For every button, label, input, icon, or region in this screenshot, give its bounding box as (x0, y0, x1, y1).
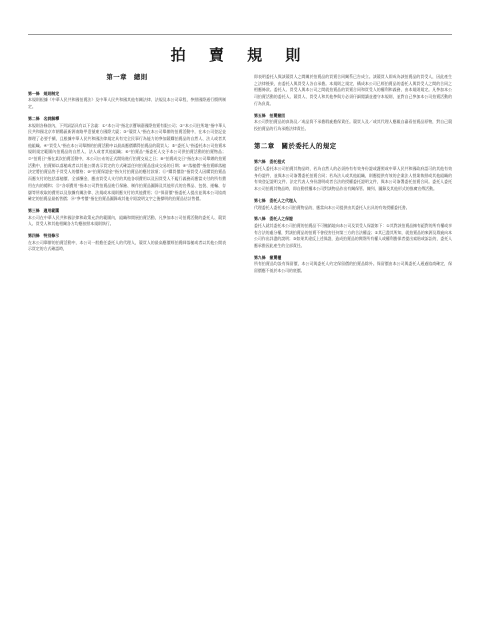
article-body: 在本公司舉辦的拍賣活動中，本公司一般擔任委托人的代理人，競買人的最高應價經拍賣師落槌或者以其他公開表示買定的方式確認時， (28, 239, 226, 252)
article-body: 所有拍賣品均設有保留價，本公司與委托人約定保留價的拍賣品除外。保留價由本公司與委托人通過協商確定，保留價應不低於本公司的底價。 (254, 261, 452, 274)
page-title: 拍 賣 規 則 (170, 46, 310, 64)
continued-paragraph: 即表明委托人與該競買人之間關於拍賣品的買賣合同關系已告成立。該競買人即成為該拍賣品的買受人，因此產生之法律後果，由委托人與買受人各自承擔。本規則之規定，構成本公司已經拍賣品的委托人與買受人之間的合同之相應條款。委托人、買受人與本公司之間就拍賣品的買賣合同和買受人的權利和義務，由本規則規定。凡參加本公司拍賣活動的委托人、競買人、買受人和其他參與方必須仔細閱讀並遵守本規則，並對自己參加本公司拍賣活動的行為負責。 (254, 74, 452, 106)
article-body: 本公司對拍賣品的真偽及／或品質不承擔瑕疵擔保責任。競買人及／或其代理人應親自審看拍賣品原物，對自己競投拍賣品的行為承擔法律責任。 (254, 119, 452, 131)
article-heading: 第六條 委托程式 (254, 159, 286, 165)
article-heading: 第七條 委托人之代理人 (254, 197, 297, 203)
article-body: 委托人委托本公司拍賣其物品時，若為自然人的必須持有有效身份證或護照或中華人民共和國政府認可的其他有效身份證件，並與本公司簽署委托拍賣合同；若為法人或其他組織，則應提供有效的企業法人營業執照或其他組織的有效登記證明文件、法定代表人身份證明或者合法的授權委托證明文件，與本公司簽署委托拍賣合同。委托人委托本公司拍賣其物品時，即自動授權本公司對該物品作出有關保管、陳列、圖錄及其他形式的推廣宣傳活動。 (254, 166, 452, 192)
article-body: 委托人就其委托本公司拍賣的拍賣品不可撤銷地向本公司及買受人保證如下：①其對該拍賣品擁有絕對的所有權或享有合法的處分權，對該拍賣品的拍賣不會侵害任何第三方的合法權益；②其已盡其所知，就拍賣品的來源及瑕疵向本公司作出詳盡的說明；③如果其違反上述保證，造成拍賣品的實際所有權人或權利擔保者提出索賠或訴訟的，委托人應承擔因此產生的全部責任。 (254, 222, 453, 249)
article (28, 233, 226, 253)
article-heading: 第五條 拍賣撤回 (254, 112, 286, 118)
article-body: 本規則根據《中華人民共和國拍賣法》及中華人民共和國其他有關法律、法規及本公司章程，參照國際通行慣例制定。 (28, 97, 226, 110)
article-body: 本公司在中華人民共和國法律和政策允許的範圍內，組織和開展拍賣活動，凡參加本公司拍賣活動的委托人、競買人、買受人和其他相關各方均應按照本規則執行。 (28, 214, 226, 227)
article (254, 159, 452, 193)
left-column (28, 74, 226, 253)
chapter-heading-1: 第一章 總則 (106, 73, 148, 81)
article-heading: 第八條 委托人之保證 (254, 216, 293, 222)
article (254, 255, 452, 275)
article (254, 113, 452, 133)
article-heading: 第三條 適用範圍 (28, 207, 60, 213)
article-body: 本規則各條款內，下列詞語具有以下含義：①“本公司”指北京寶瑞嘉國際拍賣有限公司；②“本公司住所地”指中華人民共和國北京市朝陽區新源南路甲壹號東方國際大廈；③“競買人”指在本公司舉辦的拍賣活動中，在本公司登記並辦理了必要手續，且根據中華人民共和國法律規定具有完全民事行為能力的參加競購拍賣品的自然人、法人或者其他組織。④“買受人”指在本公司舉辦的拍賣活動中以最高應價購得拍賣品的競買人；⑤“委托人”指委托本公司拍賣本規則規定範圍內拍賣品的自然人、法人或者其他組織；⑥“拍賣品”指委托人交予本公司供拍賣活動的拍賣物品；⑦“拍賣日”指在某次拍賣活動中，本公司公布的正式開始進行拍賣交易之日；⑧“拍賣成交日”指在本公司舉辦的拍賣活動中，拍賣師以落槌或者以其他公開表示買定的方式確認任何拍賣品達成交易的日期；⑨“落槌價”指拍賣師落槌決定將拍賣品售予買受人的價格；⑩“拍賣保證金”指支付拍賣品的應付款項；⑪“購買價款”指買受人因購買拍賣品而應支付的包括落槌價、全部酬金，應由買受人支付的其他各項費用以及因買受人不履行義務而應當支付的所有費用在內的總和；⑫“各項費用”指本公司對拍賣品進行保險、制作拍賣品圖錄及其他形式的宣傳品、包裝、運輸、存儲等所收取的費用以及依據有關法律、法規或本規則應支付的其他費用；⑬“保留價”指委托人提出並與本公司協商確定的拍賣品最低售價；⑭“參考價”指在拍賣品圖錄或其他介紹說明文字之後標明的拍賣品估計售價。 (28, 122, 226, 202)
article (254, 216, 452, 250)
chapter-heading-2: 第二章 關於委托人的規定 (254, 141, 337, 150)
article (28, 91, 226, 111)
right-column (254, 74, 452, 275)
article-heading: 第九條 撤賣權 (254, 254, 282, 260)
article (254, 198, 452, 211)
article-heading: 第一條 規則制定 (28, 90, 60, 96)
article (28, 208, 226, 228)
article-heading: 第二條 名詞解釋 (28, 115, 60, 121)
article-heading: 第四條 特別條示 (28, 233, 60, 239)
article-body: 代理委托人委托本公司拍賣物品的，應當向本公司提供由其委托人出具的有效授權委托書。 (254, 204, 410, 210)
article (28, 116, 226, 203)
top-rule (28, 34, 452, 35)
